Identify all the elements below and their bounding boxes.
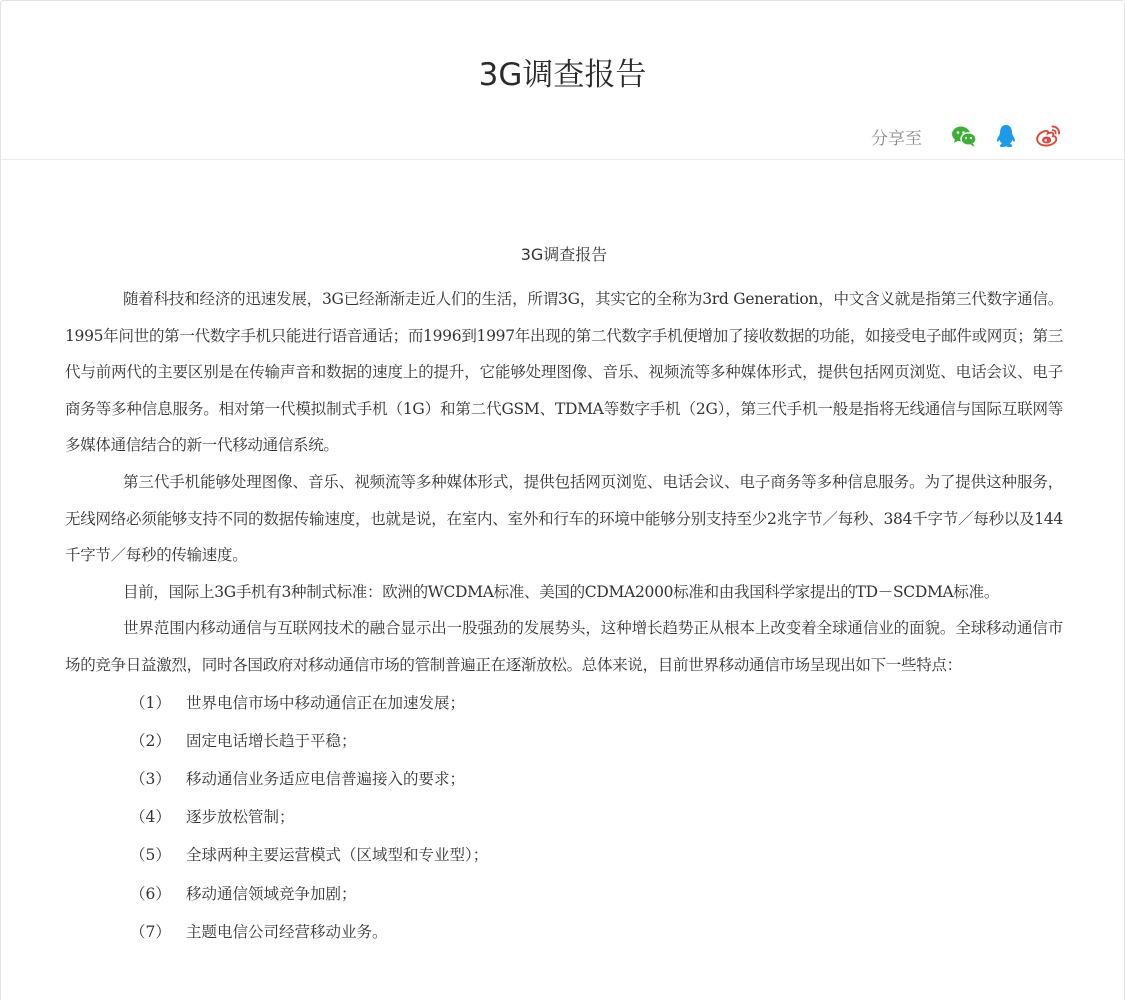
list-item [65, 913, 1063, 951]
paragraph-media: 第三代手机能够处理图像、音乐、视频流等多种媒体形式，提供包括网页浏览、电话会议、电子商务等多种信息服务。为了提供这种服务，无线网络必须能够支持不同的数据传输速度，也就是说，在室内、室外和行车的环境中能够分别支持至少2兆字节／每秒、384千字节／每秒以及144千字节／每秒的传输速度。 [65, 472, 1063, 565]
list-number: （6） [130, 884, 171, 903]
list-text: 逐步放松管制； [186, 808, 295, 827]
list-number: （5） [130, 846, 171, 865]
article-content [65, 229, 1063, 951]
page-title: 3G调查报告 [478, 57, 647, 93]
list-item [65, 875, 1063, 913]
list-text: 移动通信业务适应电信普遍接入的要求； [186, 769, 466, 788]
list-text: 移动通信领域竞争加剧； [186, 884, 357, 903]
list-text: 固定电话增长趋于平稳； [186, 731, 357, 750]
list-item [65, 684, 1063, 722]
paragraph-intro: 随着科技和经济的迅速发展，3G已经渐渐走近人们的生活，所谓3G，其实它的全称为3rd Generation，中文含义就是指第三代数字通信。1995年问世的第一代数字手机只能进行语音通话；而1996到1997年出现的第二代数字手机便增加了接收数据的功能，如接受电子邮件或网页；第三代与前两代的主要区别是在传输声音和数据的速度上的提升，它能够处理图像、音乐、视频流等多种媒体形式，提供包括网页浏览、电话会议、电子商务等多种信息服务。相对第一代模拟制式手机（1G）和第二代GSM、TDMA等数字手机（2G），第三代手机一般是指将无线通信与国际互联网等多媒体通信结合的新一代移动通信系统。 [65, 290, 1063, 455]
list-item [65, 760, 1063, 798]
list-item [65, 798, 1063, 836]
list-text: 全球两种主要运营模式（区域型和专业型）； [186, 846, 489, 865]
share-bar [871, 121, 1062, 151]
list-item [65, 836, 1063, 874]
list-item [65, 722, 1063, 760]
list-text: 世界电信市场中移动通信正在加速发展； [186, 693, 466, 712]
wechat-icon[interactable] [950, 122, 978, 150]
paragraph-standards: 目前，国际上3G手机有3种制式标准：欧洲的WCDMA标准、美国的CDMA2000标准和由我国科学家提出的TD－SCDMA标准。 [123, 582, 1000, 601]
list-number: （1） [130, 693, 171, 712]
paragraph-market: 世界范围内移动通信与互联网技术的融合显示出一股强劲的发展势头，这种增长趋势正从根本上改变着全球通信业的面貌。全球移动通信市场的竞争日益激烈，同时各国政府对移动通信市场的管制普遍正在逐渐放松。总体来说，目前世界移动通信市场呈现出如下一些特点： [65, 619, 1063, 674]
list-text: 主题电信公司经营移动业务。 [186, 922, 388, 941]
share-label: 分享至 [871, 128, 922, 149]
list-number: （2） [130, 731, 171, 750]
document-title: 3G调查报告 [520, 245, 608, 264]
list-number: （7） [130, 922, 171, 941]
list-number: （4） [130, 808, 171, 827]
list-number: （3） [130, 769, 171, 788]
qq-icon[interactable] [992, 122, 1020, 150]
article-header [1, 1, 1124, 160]
weibo-icon[interactable] [1034, 122, 1062, 150]
